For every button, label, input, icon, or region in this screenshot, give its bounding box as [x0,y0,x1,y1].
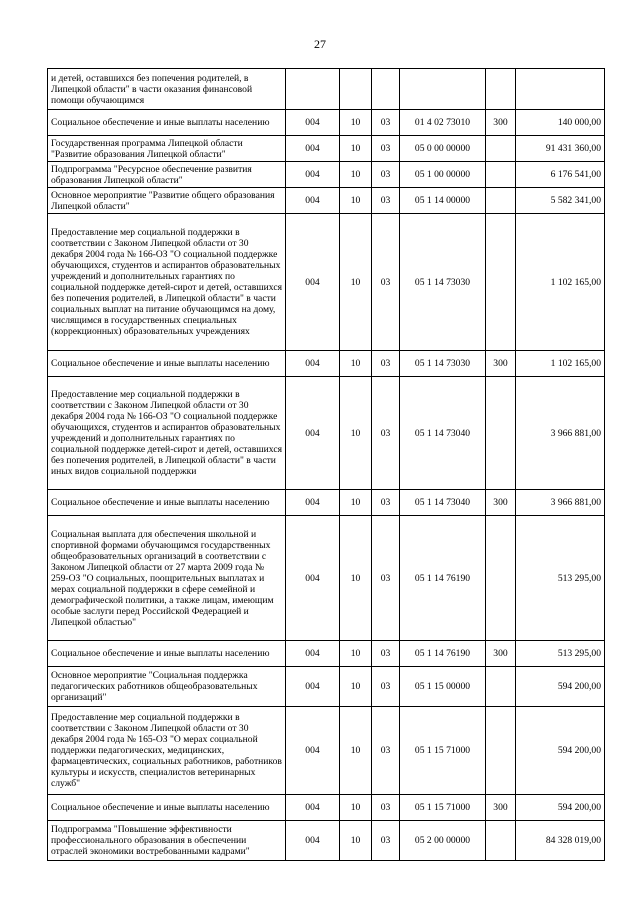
row-subsection: 03 [372,516,400,641]
row-ministry-code: 004 [286,667,340,707]
row-description: Предоставление мер социальной поддержки в соответствии с Законом Липецкой области от 30 декабря 2004 года № 165-ОЗ "О мерах социальной поддержки педагогических, медицинских, фармацевтических, социальных работников, работников культуры и искусств, специалистов ветеринарных служб" [48,707,286,795]
row-expense-type: 300 [486,795,516,821]
row-amount: 594 200,00 [516,707,605,795]
row-target-article: 05 1 14 76190 [400,641,486,667]
row-section: 10 [340,490,372,516]
row-description: Социальное обеспечение и иные выплаты населению [48,110,286,136]
row-amount: 513 295,00 [516,641,605,667]
row-ministry-code: 004 [286,821,340,861]
row-section: 10 [340,795,372,821]
table-row [48,490,605,516]
row-amount: 594 200,00 [516,667,605,707]
row-ministry-code: 004 [286,162,340,188]
row-expense-type [486,69,516,110]
row-amount: 5 582 341,00 [516,188,605,214]
row-description: Социальное обеспечение и иные выплаты населению [48,490,286,516]
row-ministry-code: 004 [286,516,340,641]
row-target-article: 05 1 14 00000 [400,188,486,214]
row-expense-type [486,188,516,214]
row-subsection: 03 [372,707,400,795]
row-subsection: 03 [372,351,400,377]
row-section: 10 [340,351,372,377]
row-subsection: 03 [372,188,400,214]
row-target-article: 05 1 14 73030 [400,351,486,377]
row-section: 10 [340,821,372,861]
row-subsection: 03 [372,641,400,667]
row-expense-type [486,214,516,351]
row-description: Подпрограмма "Ресурсное обеспечение развития образования Липецкой области" [48,162,286,188]
row-ministry-code [286,69,340,110]
table-row [48,821,605,861]
row-target-article [400,69,486,110]
row-target-article: 05 1 15 71000 [400,707,486,795]
page-number: 27 [314,37,326,51]
row-description: Основное мероприятие "Социальная поддержка педагогических работников общеобразовательных организаций" [48,667,286,707]
row-expense-type [486,516,516,641]
table-row [48,707,605,795]
row-section: 10 [340,162,372,188]
row-section: 10 [340,667,372,707]
row-description: и детей, оставшихся без попечения родителей, в Липецкой области" в части оказания финансовой помощи обучающимся [48,69,286,110]
row-subsection: 03 [372,110,400,136]
row-expense-type: 300 [486,490,516,516]
row-description: Социальное обеспечение и иные выплаты населению [48,641,286,667]
row-subsection: 03 [372,795,400,821]
row-amount: 1 102 165,00 [516,214,605,351]
row-amount: 6 176 541,00 [516,162,605,188]
row-ministry-code: 004 [286,136,340,162]
table-row [48,667,605,707]
row-amount [516,69,605,110]
row-target-article: 05 1 00 00000 [400,162,486,188]
row-description: Социальное обеспечение и иные выплаты населению [48,795,286,821]
row-section: 10 [340,188,372,214]
row-subsection: 03 [372,821,400,861]
row-description: Государственная программа Липецкой области "Развитие образования Липецкой области" [48,136,286,162]
row-ministry-code: 004 [286,795,340,821]
row-subsection [372,69,400,110]
row-expense-type [486,707,516,795]
row-amount: 1 102 165,00 [516,351,605,377]
row-target-article: 05 1 14 73040 [400,490,486,516]
row-ministry-code: 004 [286,707,340,795]
row-section: 10 [340,136,372,162]
row-amount: 3 966 881,00 [516,490,605,516]
table-row [48,214,605,351]
row-description: Основное мероприятие "Развитие общего образования Липецкой области" [48,188,286,214]
row-ministry-code: 004 [286,188,340,214]
row-amount: 513 295,00 [516,516,605,641]
row-section: 10 [340,377,372,490]
row-subsection: 03 [372,214,400,351]
row-ministry-code: 004 [286,490,340,516]
row-section: 10 [340,110,372,136]
row-section [340,69,372,110]
row-subsection: 03 [372,162,400,188]
row-subsection: 03 [372,490,400,516]
table-row [48,795,605,821]
row-amount: 594 200,00 [516,795,605,821]
row-subsection: 03 [372,667,400,707]
budget-table [47,68,605,861]
row-expense-type: 300 [486,351,516,377]
table-row [48,69,605,110]
row-section: 10 [340,641,372,667]
row-expense-type: 300 [486,641,516,667]
row-target-article: 05 1 14 73030 [400,214,486,351]
table-row [48,641,605,667]
row-target-article: 05 2 00 00000 [400,821,486,861]
row-target-article: 05 1 15 00000 [400,667,486,707]
row-description: Предоставление мер социальной поддержки в соответствии с Законом Липецкой области от 30 декабря 2004 года № 166-ОЗ "О социальной поддержке обучающихся, студентов и аспирантов образовательных учреждений и дополнительных гарантиях по социальной поддержке детей-сирот и детей, оставшихся без попечения родителей, в Липецкой области" в части иных видов социальной поддержки [48,377,286,490]
row-amount: 84 328 019,00 [516,821,605,861]
row-subsection: 03 [372,377,400,490]
row-amount: 3 966 881,00 [516,377,605,490]
row-section: 10 [340,214,372,351]
row-target-article: 05 1 14 76190 [400,516,486,641]
table-row [48,377,605,490]
row-ministry-code: 004 [286,110,340,136]
table-row [48,110,605,136]
table-row [48,188,605,214]
row-expense-type [486,377,516,490]
row-expense-type [486,162,516,188]
row-section: 10 [340,516,372,641]
table-row [48,162,605,188]
row-ministry-code: 004 [286,351,340,377]
table-row [48,516,605,641]
row-ministry-code: 004 [286,641,340,667]
row-target-article: 05 1 15 71000 [400,795,486,821]
row-description: Социальная выплата для обеспечения школьной и спортивной формами обучающимся государственных общеобразовательных организаций в соответствии с Законом Липецкой области от 27 марта 2009 года № 259-ОЗ "О социальных, поощрительных выплатах и мерах социальной поддержки в сфере семейной и демографической политики, а также лицам, имеющим особые заслуги перед Российской Федерацией и Липецкой областью" [48,516,286,641]
row-ministry-code: 004 [286,377,340,490]
table-row [48,351,605,377]
row-subsection: 03 [372,136,400,162]
row-ministry-code: 004 [286,214,340,351]
row-amount: 140 000,00 [516,110,605,136]
row-target-article: 05 1 14 73040 [400,377,486,490]
row-expense-type [486,136,516,162]
table-row [48,136,605,162]
row-expense-type [486,667,516,707]
row-description: Подпрограмма "Повышение эффективности профессионального образования в обеспечении отраслей экономики востребованными кадрами" [48,821,286,861]
row-description: Предоставление мер социальной поддержки в соответствии с Законом Липецкой области от 30 декабря 2004 года № 166-ОЗ "О социальной поддержке обучающихся, студентов и аспирантов образовательных учреждений и дополнительных гарантиях по социальной поддержке детей-сирот и детей, оставшихся без попечения родителей, в Липецкой области" в части социальных выплат на питание обучающимся на дому, числящимся в государственных специальных (коррекционных) образовательных учреждениях [48,214,286,351]
row-target-article: 01 4 02 73010 [400,110,486,136]
row-target-article: 05 0 00 00000 [400,136,486,162]
row-section: 10 [340,707,372,795]
row-expense-type [486,821,516,861]
row-expense-type: 300 [486,110,516,136]
row-amount: 91 431 360,00 [516,136,605,162]
row-description: Социальное обеспечение и иные выплаты населению [48,351,286,377]
